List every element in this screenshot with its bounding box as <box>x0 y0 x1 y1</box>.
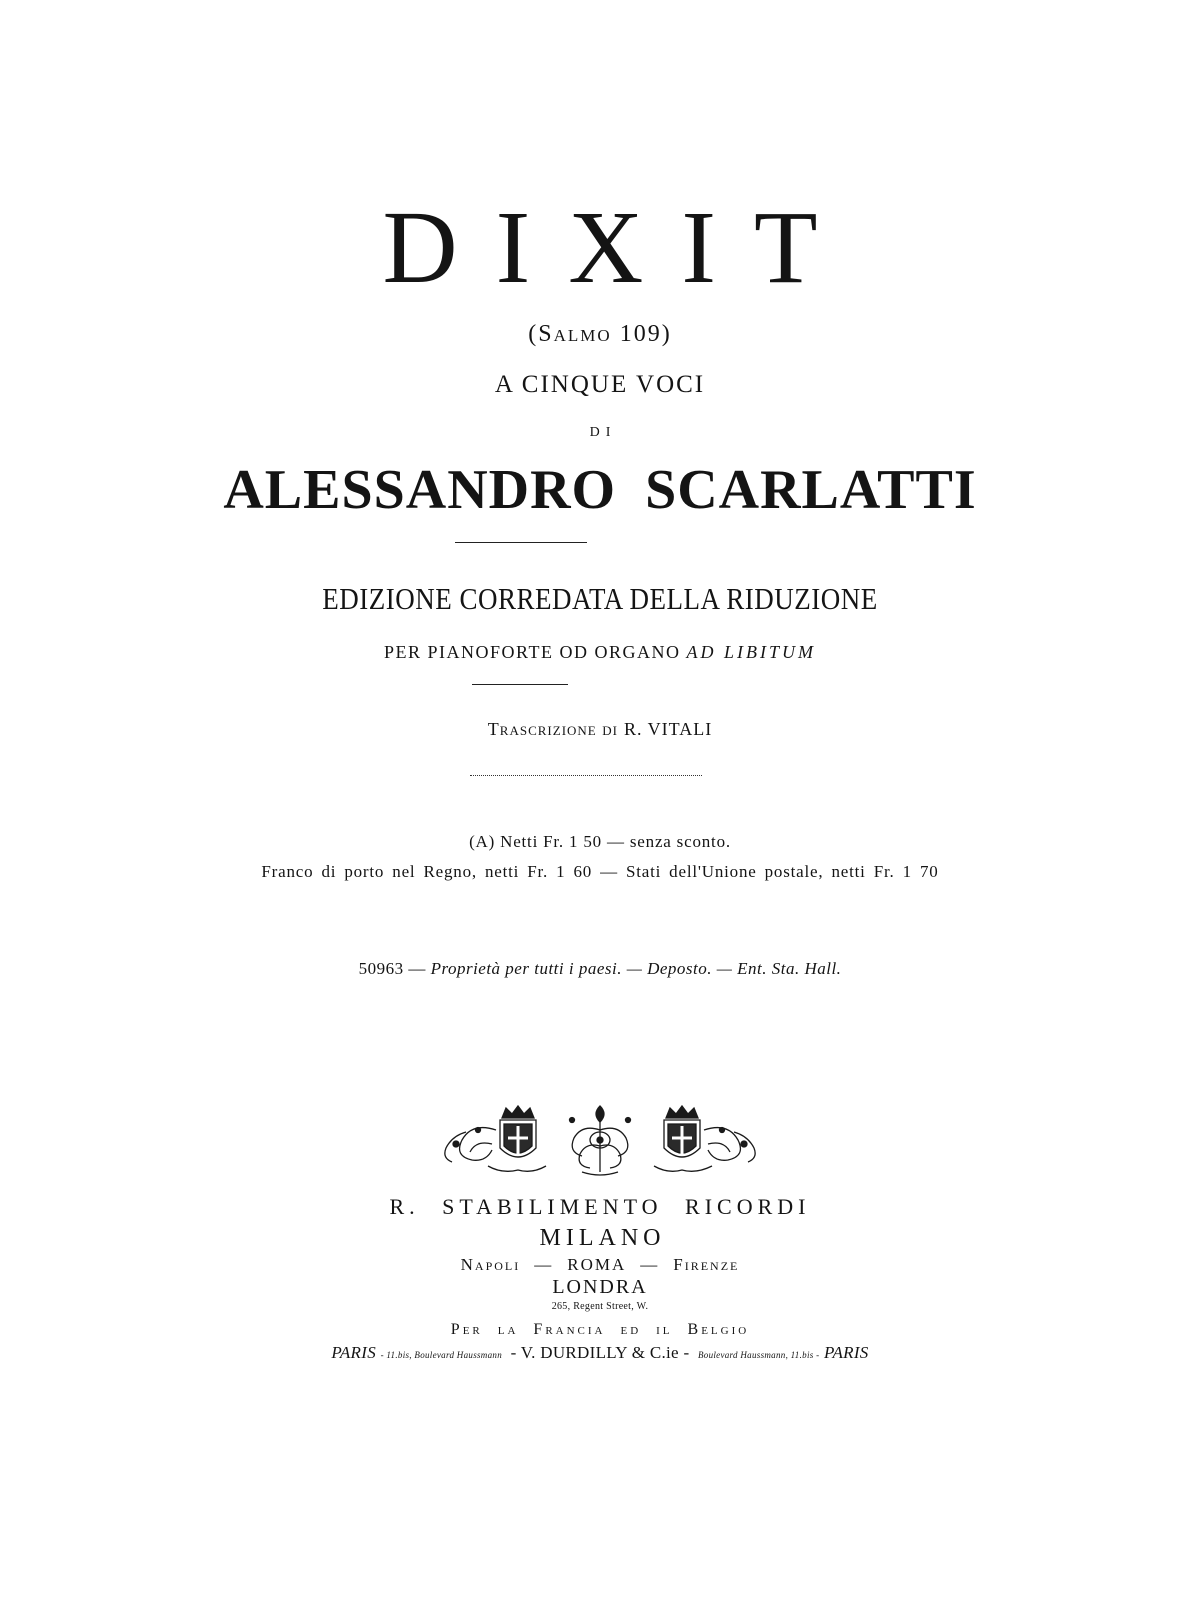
reduction-line <box>0 643 1200 661</box>
ricordi-crest-icon <box>432 1100 768 1180</box>
composer-name: ALESSANDRO SCARLATTI <box>223 459 977 521</box>
price-line-2: Franco di porto nel Regno, netti Fr. 1 60 — Stati dell'Unione postale, netti Fr. 1 70 <box>261 862 939 881</box>
edition-line: EDIZIONE CORREDATA DELLA RIDUZIONE <box>322 582 878 616</box>
voices-line: A CINQUE VOCI <box>494 371 706 398</box>
by-line: DI <box>589 425 617 440</box>
city-firenze: Firenze <box>673 1255 740 1274</box>
france-belgium-line: Per la Francia ed il Belgio <box>450 1321 750 1338</box>
dotted-divider <box>470 775 702 776</box>
price-line-1: (A) Netti Fr. 1 50 — senza sconto. <box>469 832 731 851</box>
london-address: 265, Regent Street, W. <box>551 1301 649 1312</box>
paris-left-address: - 11.bis, Boulevard Haussmann <box>380 1350 503 1360</box>
paris-left: PARIS <box>331 1343 376 1362</box>
city-napoli: Napoli <box>460 1255 521 1274</box>
paris-right-address: Boulevard Haussmann, 11.bis - <box>697 1350 820 1360</box>
branch-cities <box>0 1256 1200 1273</box>
city-separator: — <box>534 1255 554 1274</box>
publisher-name: R. STABILIMENTO RICORDI <box>389 1194 811 1219</box>
city-roma: ROMA <box>567 1255 627 1274</box>
reduction-italic: AD LIBITUM <box>686 642 816 662</box>
paris-agent: - V. DURDILLY & C.ie - <box>510 1343 690 1362</box>
paris-right: PARIS <box>823 1343 869 1362</box>
transcription-prefix: Trascrizione di <box>487 719 618 739</box>
transcription-line <box>0 720 1200 738</box>
legal-notice <box>0 960 1200 977</box>
london-branch: LONDRA <box>552 1276 648 1298</box>
transcriber-name: R. VITALI <box>623 719 713 739</box>
psalm-subtitle: (Salmo 109) <box>528 321 672 347</box>
publisher-city: MILANO <box>539 1225 666 1251</box>
paris-agent-line <box>0 1344 1200 1361</box>
plate-number: 50963 — <box>358 959 426 978</box>
divider-rule-1 <box>455 542 587 543</box>
city-separator: — <box>640 1255 660 1274</box>
rights-text: Proprietà per tutti i paesi. — Deposto. — Ent. Sta. Hall. <box>430 959 842 978</box>
reduction-text: PER PIANOFORTE OD ORGANO <box>384 642 681 662</box>
divider-rule-2 <box>472 684 568 685</box>
work-title: DIXIT <box>382 190 856 305</box>
